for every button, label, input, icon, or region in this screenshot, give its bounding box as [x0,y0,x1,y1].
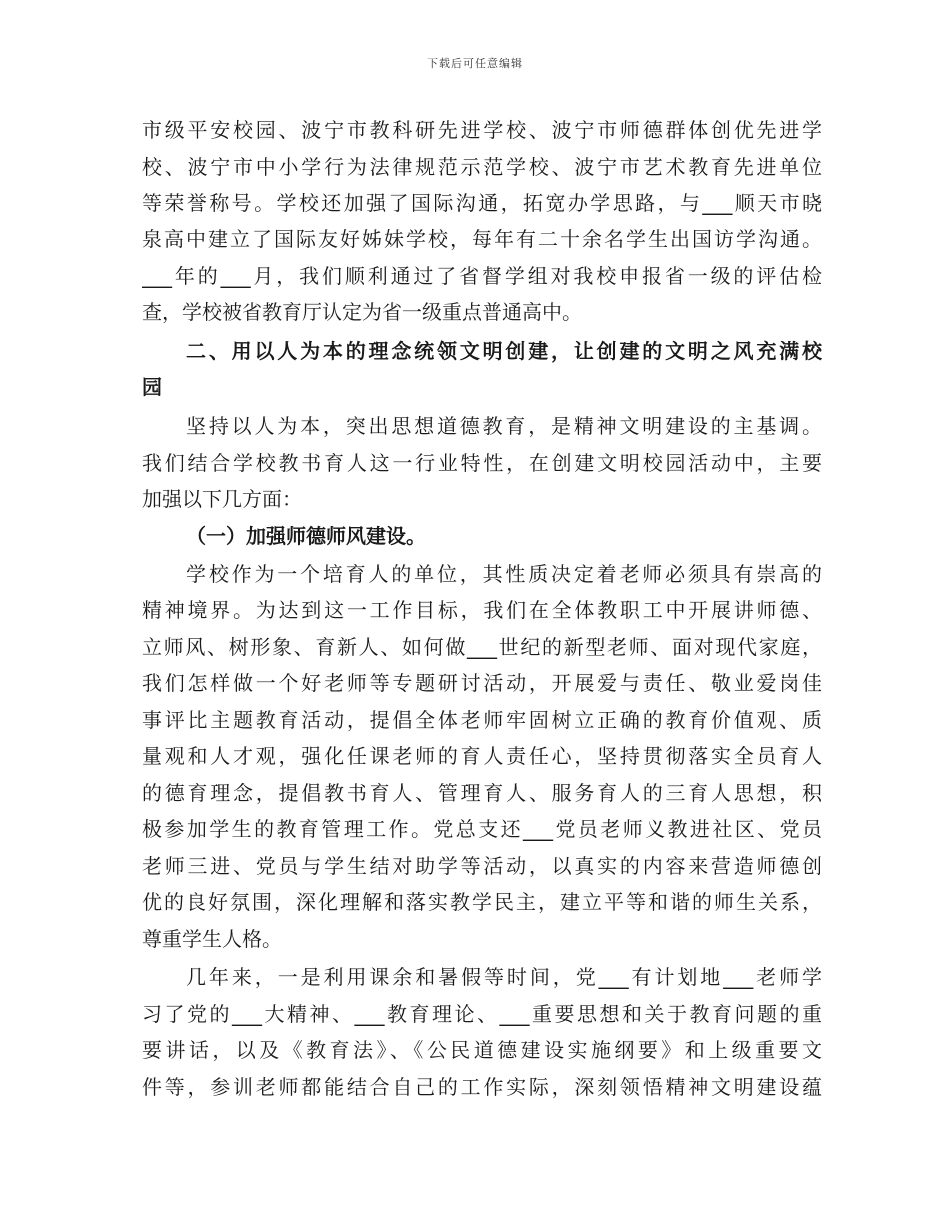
section-heading-continued: 园 [142,375,162,399]
body-line: 习了党的___大精神、___教育理论、___重要思想和关于教育问题的重 [142,1002,822,1026]
body-line: 泉高中建立了国际友好姊妹学校，每年有二十余名学生出国访学沟通。 [142,227,822,251]
body-line: 立师风、树形象、育新人、如何做___世纪的新型老师、面对现代家庭， [142,635,822,659]
body-line: 几年来，一是利用课余和暑假等时间，党___有计划地___老师学 [186,965,822,989]
body-line: 等荣誉称号。学校还加强了国际沟通，拓宽办学思路，与___顺天市晓 [142,191,822,215]
body-line: 校、波宁市中小学行为法律规范示范学校、波宁市艺术教育先进单位 [142,155,822,179]
body-line: 我们结合学校教书育人这一行业特性，在创建文明校园活动中，主要 [142,451,822,475]
body-line: 精神境界。为达到这一工作目标，我们在全体教职工中开展讲师德、 [142,598,822,622]
body-line: 加强以下几方面： [142,487,302,511]
page-header-note: 下载后可任意编辑 [427,57,523,70]
subsection-heading: （一）加强师德师风建设。 [186,524,426,548]
body-line: 老师三进、党员与学生结对助学等活动，以真实的内容来营造师德创 [142,854,822,878]
body-line: 量观和人才观，强化任课老师的育人责任心，坚持贯彻落实全员育人 [142,744,822,768]
body-line: 事评比主题教育活动，提倡全体老师牢固树立正确的教育价值观、质 [142,708,822,732]
body-line: 优的良好氛围，深化理解和落实教学民主，建立平等和谐的师生关系， [142,890,822,914]
section-heading: 二、用以人为本的理念统领文明创建，让创建的文明之风充满校 [186,339,822,363]
body-line: 要讲话，以及《教育法》、《公民道德建设实施纲要》和上级重要文 [142,1038,822,1062]
body-line: 件等，参训老师都能结合自己的工作实际，深刻领悟精神文明建设蕴 [142,1075,822,1099]
body-line: 查，学校被省教育厅认定为省一级重点普通高中。 [142,300,582,324]
body-line: 我们怎样做一个好老师等专题研讨活动，开展爱与责任、敬业爱岗佳 [142,671,822,695]
body-line: 学校作为一个培育人的单位，其性质决定着老师必须具有崇高的 [186,562,822,586]
body-line: 市级平安校园、波宁市教科研先进学校、波宁市师德群体创优先进学 [142,118,822,142]
body-line: ___年的___月，我们顺利通过了省督学组对我校申报省一级的评估检 [142,264,822,288]
body-line: 的德育理念，提倡教书育人、管理育人、服务育人的三育人思想，积 [142,781,822,805]
body-line: 尊重学生人格。 [142,927,282,951]
body-line: 极参加学生的教育管理工作。党总支还___党员老师义教进社区、党员 [142,817,822,841]
body-line: 坚持以人为本，突出思想道德教育，是精神文明建设的主基调。 [186,414,822,438]
